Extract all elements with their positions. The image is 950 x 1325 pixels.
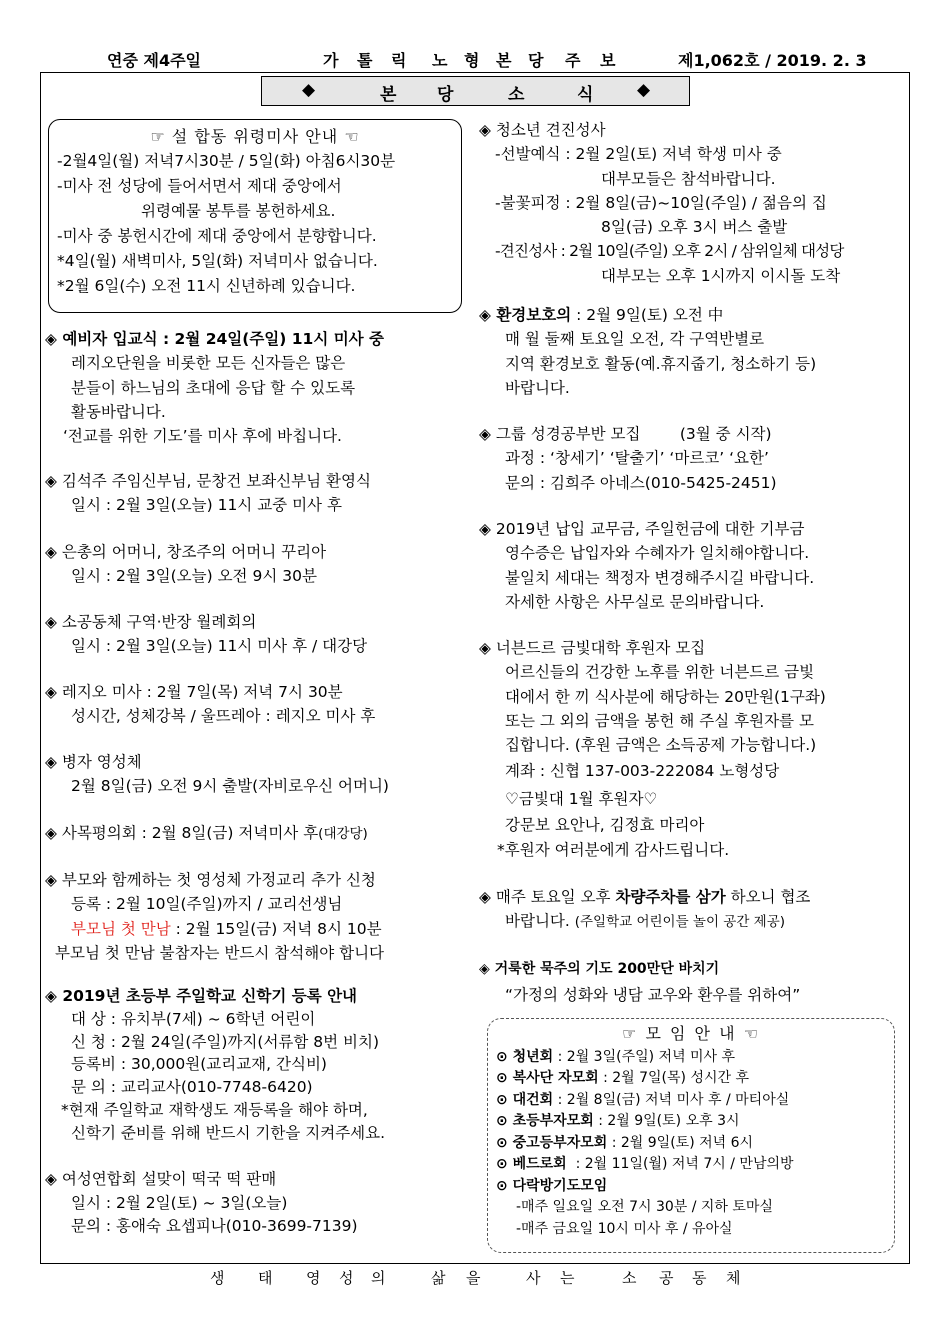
footer-motto bbox=[0, 1267, 950, 1289]
meeting-name: ⊙ 다락방기도모임 bbox=[496, 1177, 608, 1194]
section-line: 강문보 요안나, 김정효 마리아 bbox=[505, 816, 705, 835]
section-heading: ◈ 너븐드르 금빛대학 후원자 모집 bbox=[479, 639, 706, 657]
section-line: -견진성사 : 2월 10일(주일) 오후 2시 / 삼위일체 대성당 bbox=[495, 242, 844, 261]
bulletin-header bbox=[0, 48, 950, 72]
title-char: 보 bbox=[600, 51, 616, 70]
section-line: 매 월 둘째 토요일 오전, 각 구역반별로 bbox=[505, 330, 765, 349]
section-line: ♡금빛대 1월 후원자♡ bbox=[505, 790, 658, 809]
section-title-char: 본 bbox=[380, 85, 397, 105]
title-char: 형 bbox=[464, 51, 480, 70]
motto-char: 영 bbox=[306, 1269, 321, 1287]
section-title-char: 당 bbox=[437, 85, 454, 105]
highlight-text: 부모님 첫 만남 bbox=[71, 919, 171, 938]
section-line: : 2월 15일(금) 저녁 8시 10분 bbox=[170, 919, 382, 938]
notice-line: *4일(월) 새벽미사, 5일(화) 저녁미사 없습니다. bbox=[57, 252, 378, 270]
section-line: 대에서 한 끼 식사분에 해당하는 20만원(1구좌) bbox=[505, 687, 826, 706]
meeting-item bbox=[496, 1154, 886, 1176]
section-line: 레지오단원을 비롯한 모든 신자들은 많은 bbox=[71, 354, 346, 373]
section-line: 대 상 : 유치부(7세) ~ 6학년 어린이 bbox=[71, 1009, 316, 1028]
section-title bbox=[261, 76, 690, 106]
section-heading-detail: : 2월 9일(토) 오전 中 bbox=[571, 306, 724, 324]
motto-char: 삶 bbox=[431, 1269, 446, 1287]
section-line: 자세한 사항은 사무실로 문의바랍니다. bbox=[505, 592, 765, 611]
section-title-char: 소 bbox=[508, 85, 525, 105]
meeting-name: ⊙ 중고등부자모회 bbox=[496, 1134, 608, 1151]
parking-section bbox=[479, 885, 810, 935]
section-line: 일시 : 2월 3일(오늘) 11시 교중 미사 후 bbox=[71, 496, 342, 515]
meeting-name: ⊙ 청년회 bbox=[496, 1048, 554, 1065]
title-char: 가 bbox=[323, 51, 339, 70]
motto-char: 체 bbox=[726, 1269, 741, 1287]
donation-receipt-section bbox=[479, 517, 814, 614]
section-line: 어르신들의 건강한 노후를 위한 너븐드르 금빛 bbox=[505, 663, 815, 682]
meeting-detail: : 2월 7일(목) 성시간 후 bbox=[598, 1070, 749, 1086]
women-section bbox=[45, 1168, 358, 1239]
meeting-item bbox=[496, 1047, 886, 1069]
mothers-section bbox=[45, 540, 326, 589]
diamond-icon: ◆ bbox=[302, 80, 316, 100]
section-line: 신 청 : 2월 24일(주일)까지(서류함 8번 비치) bbox=[71, 1032, 380, 1051]
motto-char: 소 bbox=[622, 1269, 637, 1287]
section-heading: ◈ 레지오 미사 : 2월 7일(목) 저녁 7시 30분 bbox=[45, 683, 343, 701]
section-heading: ◈ 2019년 초등부 주일학교 신학기 등록 안내 bbox=[45, 987, 358, 1005]
section-line: 일시 : 2월 2일(토) ~ 3일(오늘) bbox=[71, 1193, 288, 1212]
bank-account: 계좌 : 신협 137-003-222084 노형성당 bbox=[505, 762, 780, 781]
meeting-detail: : 2월 9일(토) 저녁 6시 bbox=[607, 1134, 754, 1151]
notice-line: *2월 6일(수) 오전 11시 신년하례 있습니다. bbox=[57, 277, 356, 295]
section-heading: ◈ 소공동체 구역·반장 월례회의 bbox=[45, 613, 257, 631]
catechumen-section bbox=[45, 327, 384, 448]
section-line: 대부모는 오후 1시까지 이시돌 도착 bbox=[601, 266, 841, 285]
section-heading: ◈ 부모와 함께하는 첫 영성체 가정교리 추가 신청 bbox=[45, 871, 376, 889]
meeting-name: ⊙ 복사단 자모회 bbox=[496, 1070, 599, 1086]
meeting-item bbox=[496, 1068, 886, 1090]
section-heading: ◈ 예비자 입교식 : 2월 24일(주일) 11시 미사 중 bbox=[45, 330, 385, 348]
section-line: 지역 환경보호 활동(예.휴지줍기, 청소하기 등) bbox=[505, 354, 817, 373]
youth-section bbox=[479, 118, 844, 288]
issue-date: 제1,062호 / 2019. 2. 3 bbox=[678, 51, 867, 70]
title-char: 노 bbox=[432, 51, 448, 70]
meeting-item bbox=[496, 1090, 886, 1112]
section-line: 불일치 세대는 책정자 변경해주시길 바랍니다. bbox=[505, 568, 815, 587]
section-heading: ◈ 여성연합회 설맞이 떡국 떡 판매 bbox=[45, 1170, 277, 1188]
section-line: 분들이 하느님의 초대에 응답 할 수 있도록 bbox=[71, 378, 356, 397]
community-section bbox=[45, 610, 367, 659]
title-char: 본 bbox=[496, 51, 512, 70]
section-heading: ◈ 환경보호의 bbox=[479, 306, 572, 324]
welcome-section bbox=[45, 469, 371, 518]
section-line: 2월 8일(금) 오전 9시 출발(자비로우신 어머니) bbox=[71, 777, 389, 796]
sick-section bbox=[45, 750, 389, 799]
meeting-detail: : 2월 3일(주일) 저녁 미사 후 bbox=[553, 1048, 736, 1065]
meetings-box bbox=[487, 1018, 895, 1253]
notice-line: -미사 중 봉헌시간에 제대 중앙에서 분향합니다. bbox=[57, 227, 377, 245]
motto-char: 는 bbox=[560, 1269, 575, 1287]
sponsor-section bbox=[479, 636, 826, 862]
section-line: 문의 : 김희주 아네스(010-5425-2451) bbox=[505, 473, 777, 492]
title-char: 릭 bbox=[391, 51, 407, 70]
section-note: (주일학교 어린이들 놀이 공간 제공) bbox=[574, 914, 786, 931]
section-heading: ◈ 은총의 어머니, 창조주의 어머니 꾸리아 bbox=[45, 543, 327, 561]
meeting-detail: : 2월 9일(토) 오후 3시 bbox=[593, 1113, 740, 1129]
motto-char: 의 bbox=[371, 1269, 386, 1287]
section-line: -선발예식 : 2월 2일(토) 저녁 학생 미사 중 bbox=[495, 145, 782, 164]
notice-line: 위령예물 봉투를 봉헌하세요. bbox=[141, 202, 336, 220]
section-line: 집합니다. (후원 금액은 소득공제 가능합니다.) bbox=[505, 736, 817, 755]
section-heading: ◈ 청소년 견진성사 bbox=[479, 121, 606, 139]
section-heading: ◈ 병자 영성체 bbox=[45, 753, 142, 771]
section-heading-detail: 하오니 협조 bbox=[725, 888, 811, 906]
section-heading: ◈ 사목평의회 : 2월 8일(금) 저녁미사 후 bbox=[45, 824, 319, 842]
meeting-sub-item: -매주 금요일 10시 미사 후 / 유아실 bbox=[516, 1220, 733, 1237]
title-char: 주 bbox=[565, 51, 581, 70]
section-heading: ◈ 김석주 주임신부님, 문창건 보좌신부님 환영식 bbox=[45, 472, 371, 490]
meeting-item bbox=[496, 1111, 886, 1133]
section-line: 또는 그 외의 금액을 봉헌 해 주실 후원자를 모 bbox=[505, 711, 814, 730]
bible-study-section bbox=[479, 422, 777, 495]
communion-section bbox=[45, 868, 384, 965]
highlight-text: 차량주차를 삼가 bbox=[615, 888, 726, 906]
section-heading: ◈ 2019년 납입 교무금, 주일헌금에 대한 기부금 bbox=[479, 520, 805, 538]
meeting-detail: : 2월 8일(금) 저녁 미사 후 / 마티아실 bbox=[553, 1091, 790, 1108]
section-line: 부모님 첫 만남 불참자는 반드시 참석해야 합니다 bbox=[55, 943, 385, 962]
notice-line: -미사 전 성당에 들어서면서 제대 중앙에서 bbox=[57, 177, 342, 195]
section-line: 과정 : ‘창세기’ ‘탈출기’ ‘마르코’ ‘요한’ bbox=[505, 449, 769, 468]
section-line: 바랍니다. bbox=[505, 912, 575, 931]
title-char: 당 bbox=[528, 51, 544, 70]
motto-char: 을 bbox=[466, 1269, 481, 1287]
section-line: “가정의 성화와 냉담 교우와 환우를 위하여” bbox=[505, 986, 801, 1004]
motto-char: 성 bbox=[339, 1269, 354, 1287]
meeting-name: ⊙ 베드로회 bbox=[496, 1156, 567, 1172]
section-heading: ◈ 거룩한 묵주의 기도 200만단 바치기 bbox=[479, 961, 720, 977]
section-note: *현재 주일학교 재학생도 재등록을 해야 하며, bbox=[61, 1100, 368, 1119]
section-line: 등록 : 2월 10일(주일)까지 / 교리선생님 bbox=[71, 895, 343, 914]
section-heading: ◈ 매주 토요일 오후 bbox=[479, 888, 616, 906]
section-line: 일시 : 2월 3일(오늘) 11시 미사 후 / 대강당 bbox=[71, 637, 368, 656]
meeting-detail: : 2월 11일(월) 저녁 7시 / 만남의방 bbox=[566, 1156, 794, 1172]
school-section bbox=[45, 985, 385, 1145]
section-line: 문 의 : 교리교사(010-7748-6420) bbox=[71, 1078, 313, 1097]
notice-line: -2월4일(월) 저녁7시30분 / 5일(화) 아침6시30분 bbox=[57, 152, 396, 170]
section-line: *후원자 여러분에게 감사드립니다. bbox=[497, 840, 730, 859]
section-note: 신학기 준비를 위해 반드시 기한을 지켜주세요. bbox=[71, 1123, 386, 1142]
section-line: 8일(금) 오후 3시 버스 출발 bbox=[601, 218, 788, 237]
section-line: 영수증은 납입자와 수혜자가 일치해야합니다. bbox=[505, 544, 810, 563]
section-line: 바랍니다. bbox=[505, 378, 570, 397]
section-line: 성시간, 성체강복 / 울뜨레아 : 레지오 미사 후 bbox=[71, 707, 376, 726]
meetings-title: ☞ 모 임 안 내 ☜ bbox=[622, 1024, 760, 1043]
meeting-sub-item: -매주 일요일 오전 7시 30분 / 지하 토마실 bbox=[516, 1199, 773, 1215]
motto-char: 동 bbox=[692, 1269, 707, 1287]
title-char: 톨 bbox=[357, 51, 373, 70]
section-line: -불꽃피정 : 2월 8일(금)~10일(주일) / 젊음의 집 bbox=[495, 193, 827, 212]
diamond-icon: ◆ bbox=[637, 80, 651, 100]
liturgical-week: 연중 제4주일 bbox=[107, 51, 201, 70]
council-section bbox=[45, 821, 368, 846]
meeting-item bbox=[496, 1133, 886, 1155]
section-line: 문의 : 홍애숙 요셉피나(010-3699-7139) bbox=[71, 1217, 358, 1235]
environment-section bbox=[479, 303, 816, 400]
memorial-mass-notice bbox=[48, 119, 462, 313]
motto-char: 공 bbox=[659, 1269, 674, 1287]
motto-char: 태 bbox=[258, 1269, 273, 1287]
section-line: 일시 : 2월 3일(오늘) 오전 9시 30분 bbox=[71, 567, 317, 586]
section-line: 대부모들은 참석바랍니다. bbox=[601, 169, 776, 188]
section-line: 등록비 : 30,000원(교리교재, 간식비) bbox=[71, 1055, 327, 1074]
section-note: (대강당) bbox=[318, 826, 368, 842]
meeting-name: ⊙ 대건회 bbox=[496, 1091, 554, 1108]
rosary-section bbox=[479, 956, 800, 1008]
motto-char: 사 bbox=[526, 1269, 541, 1287]
section-heading: ◈ 그룹 성경공부반 모집 (3월 중 시작) bbox=[479, 425, 772, 443]
motto-char: 생 bbox=[210, 1269, 225, 1287]
notice-title: ☞ 설 합동 위령미사 안내 ☜ bbox=[150, 127, 360, 146]
section-line: ‘전교를 위한 기도’를 미사 후에 바칩니다. bbox=[63, 427, 342, 446]
meeting-name: ⊙ 초등부자모회 bbox=[496, 1113, 594, 1129]
section-title-char: 식 bbox=[577, 85, 594, 105]
section-line: 활동바랍니다. bbox=[71, 402, 166, 421]
legio-section bbox=[45, 680, 375, 729]
meeting-item bbox=[496, 1176, 886, 1198]
